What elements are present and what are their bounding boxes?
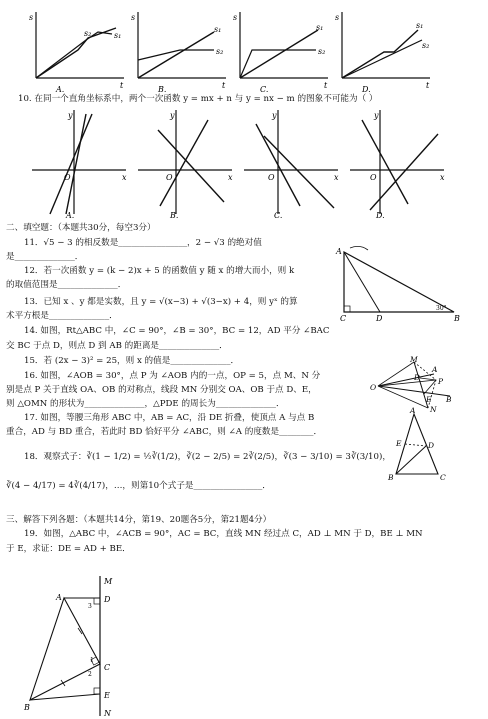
- q10a-y: y: [68, 111, 73, 120]
- q19-line1: 19．如图，△ABC 中，∠ACB = 90°，AC = BC，直线 MN 经过点 C，AD ⊥ MN 于 D，BE ⊥ MN: [24, 529, 423, 539]
- graph-d: [332, 10, 434, 96]
- graph-b-t: t: [222, 81, 226, 90]
- q11-line2: 是______________．: [6, 252, 84, 262]
- section3-heading: 三、解答下列各题：（本题共14分，第19、20题各5分，第21题4分）: [6, 515, 272, 525]
- fig17-triangle: [384, 408, 464, 484]
- fig17-A: A: [410, 406, 416, 415]
- fig19-E: E: [104, 691, 110, 700]
- q16-line3: 则 △OMN 的形状为______________，△PDE 的周长为______________．: [6, 399, 285, 409]
- fig19-B: B: [24, 703, 30, 712]
- q10a-o: O: [64, 173, 71, 182]
- fig14-angle: 30°: [436, 305, 447, 312]
- fig17-C: C: [440, 473, 446, 482]
- q13-line1: 13．已知 x 、y 都是实数，且 y = √(x−3) + √(3−x) + 4，则 yˣ 的算: [24, 297, 298, 307]
- graph-d-s: s: [335, 13, 340, 22]
- graph-a: [26, 10, 128, 96]
- fig19-angle2: 2: [88, 671, 92, 678]
- fig19-diagram: [18, 572, 128, 718]
- q16-line1: 16. 如图，∠AOB = 30°，点 P 为 ∠AOB 内的一点，OP = 5，点 M、N 分: [24, 371, 321, 381]
- fig16-P: P: [438, 377, 444, 386]
- graph-a-s: s: [29, 13, 34, 22]
- q10a-option: A.: [66, 211, 75, 220]
- fig19-angle3: 3: [88, 603, 92, 610]
- q10b-y: y: [170, 111, 175, 120]
- q19-line2: 于 E，求证：DE = AD + BE．: [6, 544, 131, 554]
- fig17-E: E: [396, 439, 402, 448]
- fig16-B: B: [446, 395, 452, 404]
- q10d-o: O: [370, 173, 377, 182]
- q10-graph-b: [136, 106, 236, 220]
- graph-b-s1: s₁: [214, 25, 222, 34]
- graph-c-s: s: [233, 13, 238, 22]
- graph-c-s2: s₂: [318, 47, 326, 56]
- graph-d-s1: s₁: [416, 21, 424, 30]
- q16-line2: 别是点 P 关于直线 OA、OB 的对称点，线段 MN 分别交 OA、OB 于点 D、E，: [6, 385, 317, 395]
- section2-heading: 二、填空题：（本题共30分，每空3分）: [6, 223, 156, 233]
- graph-c: [230, 10, 332, 96]
- graph-a-s1: s₁: [114, 31, 122, 40]
- q12-line2: 的取值范围是______________．: [6, 280, 127, 290]
- q10c-option: C.: [274, 211, 283, 220]
- graph-a-t: t: [120, 81, 124, 90]
- q10c-y: y: [272, 111, 277, 120]
- fig19-D: D: [104, 595, 111, 604]
- fig16-E: E: [426, 395, 432, 404]
- q10b-x: x: [228, 173, 233, 182]
- graph-d-t: t: [426, 81, 430, 90]
- q10b-option: B.: [170, 211, 179, 220]
- q10-graph-c: [242, 106, 342, 220]
- graph-d-option: D.: [362, 85, 371, 94]
- fig16-angle: [370, 356, 480, 412]
- graph-c-option: C.: [260, 85, 269, 94]
- q10-text: 10. 在同一个直角坐标系中，两个一次函数 y = mx + n 与 y = nx − m 的图象不可能为（ ）: [18, 94, 378, 104]
- graph-d-s2: s₂: [422, 41, 430, 50]
- q10b-o: O: [166, 173, 173, 182]
- fig16-D: D: [414, 373, 421, 382]
- fig14-A: A: [336, 247, 342, 256]
- q17-line2: 重合，AD 与 BD 重合，若此时 BD 恰好平分 ∠ABC，则 ∠A 的度数是________．: [6, 427, 323, 437]
- q10a-x: x: [122, 173, 127, 182]
- q10-graph-a: [30, 106, 130, 220]
- fig14-D: D: [376, 314, 383, 323]
- q11-line1: 11．√5 − 3 的相反数是________________，2 − √3 的绝对值: [24, 238, 262, 248]
- fig19-angle1: 1: [90, 657, 94, 664]
- q10-graph-d: [348, 106, 448, 220]
- q14-line2: 交 BC 于点 D，则点 D 到 AB 的距离是______________．: [6, 341, 228, 351]
- fig17-B: B: [388, 473, 394, 482]
- q10c-o: O: [268, 173, 275, 182]
- q15-line1: 15．若 (2x − 3)² = 25，则 x 的值是______________．: [24, 356, 240, 366]
- q10c-x: x: [334, 173, 339, 182]
- graph-c-t: t: [324, 81, 328, 90]
- q12-line1: 12．若一次函数 y = (k − 2)x + 5 的函数值 y 随 x 的增大而小，则 k: [24, 266, 295, 276]
- fig19-A: A: [56, 593, 62, 602]
- fig14-triangle: [330, 242, 480, 322]
- fig19-M: M: [104, 577, 113, 586]
- graph-a-option: A.: [56, 85, 65, 94]
- graph-b-s2: s₂: [216, 47, 224, 56]
- fig14-C: C: [340, 314, 347, 323]
- fig16-O: O: [370, 383, 377, 392]
- graph-c-s1: s₁: [316, 23, 324, 32]
- fig14-B: B: [454, 314, 460, 323]
- q10d-option: D.: [376, 211, 385, 220]
- q17-line1: 17. 如图，等腰三角形 ABC 中，AB = AC，沿 DE 折叠，使顶点 A 与点 B: [24, 413, 315, 423]
- fig16-A: A: [432, 365, 438, 374]
- q18-line1: 18．观察式子：∛(1 − 1/2) = ½∛(1/2)，∛(2 − 2/5) = 2∛(2/5)，∛(3 − 3/10) = 3∛(3/10)，: [24, 452, 391, 462]
- graph-b-option: B.: [158, 85, 167, 94]
- fig16-N: N: [430, 405, 437, 414]
- fig16-M: M: [410, 355, 418, 364]
- q18-line2: ∛(4 − 4/17) = 4∛(4/17)，…，则第10个式子是________________．: [6, 481, 271, 491]
- graph-b-s: s: [131, 13, 136, 22]
- q13-line2: 术平方根是______________．: [6, 311, 118, 321]
- q10d-x: x: [440, 173, 445, 182]
- q14-line1: 14. 如图，Rt△ABC 中，∠C = 90°，∠B = 30°，BC = 12，AD 平分 ∠BAC: [24, 326, 330, 336]
- fig19-C: C: [104, 663, 111, 672]
- graph-b: [128, 10, 230, 96]
- q10d-y: y: [374, 111, 379, 120]
- fig19-N: N: [104, 709, 111, 718]
- fig17-D: D: [428, 441, 435, 450]
- graph-a-s2: s₂: [84, 29, 92, 38]
